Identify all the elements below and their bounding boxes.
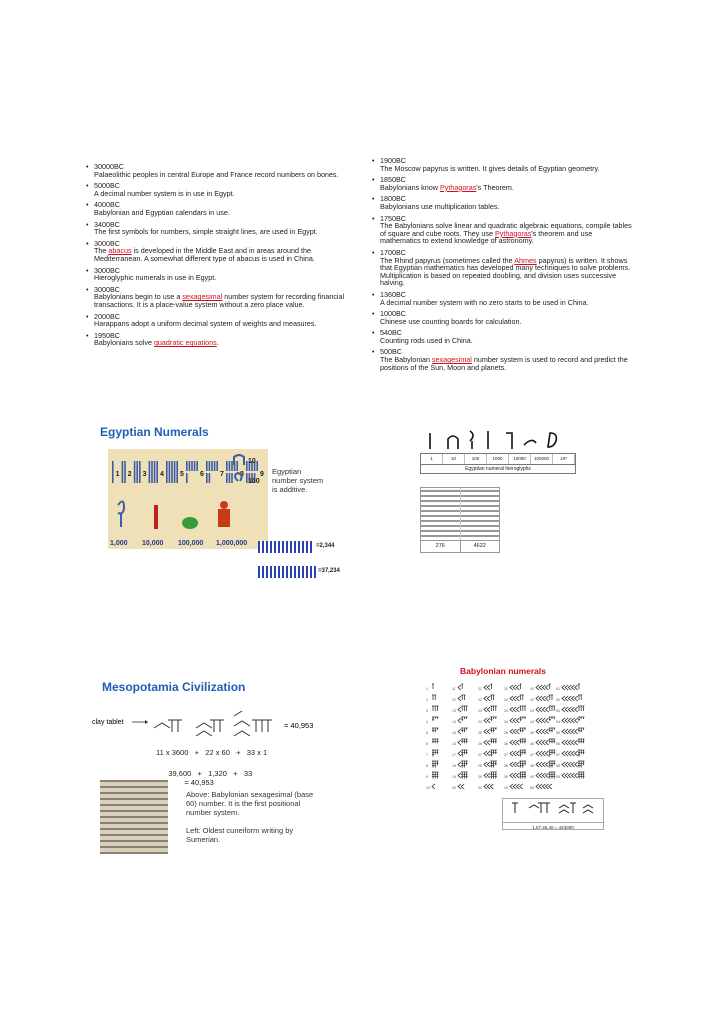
tally-stroke bbox=[214, 461, 216, 471]
equation-result-1: = 40,953 bbox=[284, 721, 314, 730]
babylonian-cell bbox=[478, 750, 497, 757]
timeline-entry bbox=[380, 310, 634, 325]
egyptian-numerals-chart bbox=[108, 449, 268, 549]
timeline-entry bbox=[380, 176, 634, 191]
timeline-text: Palaeolithic peoples in central Europe and France record numbers on bones. bbox=[94, 169, 339, 179]
numeral-value: 10 bbox=[426, 786, 430, 790]
glyph-276 bbox=[421, 488, 461, 540]
slide-egyptian-numerals bbox=[82, 405, 350, 605]
babylonian-cell bbox=[504, 684, 522, 691]
tally-label: 8 bbox=[240, 471, 244, 478]
numeral-value: 52 bbox=[556, 698, 560, 702]
caption-left: Left: Oldest cuneiform writing by Sumerian. bbox=[186, 826, 294, 844]
tally-stroke bbox=[186, 461, 188, 471]
tally-stroke bbox=[151, 461, 153, 483]
tally-stroke bbox=[186, 473, 188, 483]
tally-stroke bbox=[211, 461, 213, 471]
babylonian-cell bbox=[504, 772, 526, 779]
timeline-text: The first symbols for numbers, simple straight lines, are used in Egypt. bbox=[94, 227, 318, 237]
numeral-value: 21 bbox=[478, 687, 482, 691]
timeline-text: Harappans adopt a uniform decimal system of weights and measures. bbox=[94, 319, 317, 329]
timeline-year: • 3000BC bbox=[94, 265, 120, 275]
numeral-value: 34 bbox=[504, 720, 508, 724]
babylonian-cell bbox=[426, 695, 436, 702]
timeline-entry bbox=[94, 182, 346, 197]
numeral-value: 27 bbox=[478, 753, 482, 757]
babylonian-cell bbox=[530, 684, 551, 691]
caption-line: is additive. bbox=[272, 485, 308, 494]
timeline-year: • 1800BC bbox=[380, 194, 406, 204]
slide-title: Mesopotamia Civilization bbox=[102, 680, 246, 694]
numeral-value: 22 bbox=[478, 698, 482, 702]
timeline-entry bbox=[94, 221, 346, 236]
timeline-year: • 1950BC bbox=[94, 330, 120, 340]
tally-stroke bbox=[139, 461, 141, 483]
tally-stroke bbox=[194, 461, 196, 471]
numeral-value: 37 bbox=[504, 753, 508, 757]
babylonian-cell bbox=[504, 706, 526, 713]
example-glyphs bbox=[503, 799, 603, 817]
timeline-year: • 3400BC bbox=[94, 219, 120, 229]
caption-above: Above: Babylonian sexagesimal (base 60) number. It is the first positional number system. bbox=[186, 790, 314, 817]
label-1000: 1,000 bbox=[110, 540, 128, 547]
timeline-entry bbox=[380, 195, 634, 210]
numeral-value: 57 bbox=[556, 753, 560, 757]
numeral-value: 16 bbox=[452, 742, 456, 746]
numeral-value: 36 bbox=[504, 742, 508, 746]
calc-row-1: 11 x 3600 + 22 x 60 + 33 x 1 bbox=[156, 748, 268, 757]
tally-stroke bbox=[229, 461, 231, 471]
numeral-value: 30 bbox=[478, 786, 482, 790]
babylonian-cell bbox=[530, 706, 555, 713]
numeral-value: 47 bbox=[530, 753, 534, 757]
slide-babylonian bbox=[368, 662, 638, 862]
tally-stroke bbox=[171, 461, 173, 483]
babylonian-cell bbox=[530, 695, 553, 702]
glyph-4622 bbox=[461, 488, 500, 540]
label-1000000: 1,000,000 bbox=[216, 540, 248, 547]
timeline-entry bbox=[380, 215, 634, 245]
timeline-text: Babylonians use multiplication tables. bbox=[380, 201, 500, 211]
tally-stroke bbox=[231, 473, 233, 483]
glyph-row bbox=[420, 427, 576, 453]
timeline-year: • 1000BC bbox=[380, 309, 406, 319]
babylonian-cell bbox=[426, 706, 438, 713]
babylonian-cell bbox=[530, 728, 555, 735]
babylonian-cell bbox=[556, 684, 580, 691]
timeline-entry bbox=[94, 332, 346, 347]
timeline-entry bbox=[380, 348, 634, 371]
caption-line: Egyptian bbox=[272, 467, 302, 476]
babylonian-cell bbox=[530, 772, 555, 779]
timeline-year: • 30000BC bbox=[94, 162, 124, 171]
timeline-list-right bbox=[368, 157, 638, 371]
tally-label: 4 bbox=[160, 471, 164, 478]
numeral-value: 26 bbox=[478, 742, 482, 746]
calc-row-2-terms: 39,600 + 1,320 + 33 bbox=[168, 769, 253, 778]
numeral-value: 49 bbox=[530, 775, 534, 779]
babylonian-example bbox=[502, 798, 604, 830]
babylonian-cell bbox=[530, 739, 555, 746]
cuneiform-photo bbox=[100, 780, 168, 854]
tally-stroke bbox=[136, 461, 138, 483]
numeral-value: 11 bbox=[452, 687, 456, 691]
timeline-text: Babylonians know Pythagoras's Theorem. bbox=[380, 182, 514, 192]
slide-title: Egyptian Numerals bbox=[100, 425, 209, 439]
tally-stroke bbox=[226, 461, 228, 471]
tally-stroke bbox=[154, 461, 156, 483]
value-row bbox=[420, 453, 576, 465]
babylonian-cell bbox=[556, 706, 584, 713]
egyptian-caption bbox=[272, 467, 323, 494]
numeral-value: 39 bbox=[504, 775, 508, 779]
timeline-text: Hieroglyphic numerals in use in Egypt. bbox=[94, 273, 217, 283]
tally-stroke bbox=[166, 461, 168, 483]
tally-stroke bbox=[256, 461, 258, 471]
tally-stroke bbox=[209, 461, 211, 471]
tally-label: 2 bbox=[127, 471, 132, 478]
babylonian-cell bbox=[426, 750, 438, 757]
babylonian-cell bbox=[504, 695, 524, 702]
numeral-value: 4 bbox=[426, 720, 428, 724]
hieroglyph-examples bbox=[420, 487, 500, 553]
numeral-value: 43 bbox=[530, 709, 534, 713]
value-cell: 100 bbox=[465, 454, 487, 464]
babylonian-cell bbox=[530, 784, 552, 790]
babylonian-cell bbox=[426, 784, 435, 790]
numeral-value: 20 bbox=[452, 786, 456, 790]
babylonian-cell bbox=[478, 784, 493, 790]
timeline-text: Chinese use counting boards for calculation. bbox=[380, 316, 522, 326]
timeline-list-left bbox=[82, 157, 350, 347]
numeral-value: 54 bbox=[556, 720, 560, 724]
numeral-value: 41 bbox=[530, 687, 534, 691]
numeral-value: 3 bbox=[426, 709, 428, 713]
babylonian-cell bbox=[530, 750, 555, 757]
timeline-text: The Moscow papyrus is written. It gives details of Egyptian geometry. bbox=[380, 163, 600, 173]
tally-stroke bbox=[149, 461, 151, 483]
timeline-link[interactable]: abacus bbox=[108, 246, 132, 256]
numeral-value: 25 bbox=[478, 731, 482, 735]
babylonian-cell bbox=[478, 706, 497, 713]
babylonian-cell bbox=[452, 706, 468, 713]
babylonian-cell bbox=[556, 728, 584, 735]
timeline-year: • 1360BC bbox=[380, 289, 406, 299]
tally-label: 1 bbox=[115, 471, 120, 478]
numeral-value: 42 bbox=[530, 698, 534, 702]
babylonian-cell bbox=[478, 739, 497, 746]
tally-stroke bbox=[191, 461, 193, 471]
timeline-year: • 500BC bbox=[380, 347, 402, 357]
label-10: 10 bbox=[248, 458, 256, 465]
babylonian-cell bbox=[556, 772, 584, 779]
example-value: =37,234 bbox=[318, 568, 340, 574]
babylonian-cell bbox=[452, 717, 468, 724]
numeral-value: 51 bbox=[556, 687, 560, 691]
babylonian-cell bbox=[426, 739, 438, 746]
tally-stroke bbox=[226, 473, 228, 483]
numeral-value: 40 bbox=[504, 786, 508, 790]
babylonian-cell bbox=[556, 750, 584, 757]
babylonian-cell bbox=[504, 784, 523, 790]
tally-stroke bbox=[209, 473, 211, 483]
timeline-year: • 5000BC bbox=[94, 181, 120, 191]
babylonian-cell bbox=[504, 739, 526, 746]
timeline-year: • 1850BC bbox=[380, 175, 406, 185]
numeral-value: 23 bbox=[478, 709, 482, 713]
example-footer: 1,57,46,40 = 424000 bbox=[503, 822, 603, 832]
numeral-value: 33 bbox=[504, 709, 508, 713]
example-value: =2,344 bbox=[316, 543, 335, 549]
numeral-value: 44 bbox=[530, 720, 534, 724]
numeral-value: 55 bbox=[556, 731, 560, 735]
babylonian-cell bbox=[478, 717, 497, 724]
numeral-value: 1 bbox=[426, 687, 428, 691]
timeline-text: Babylonians begin to use a sexagesimal number system for recording financial transactions. It is a place-value system without a zero place value. bbox=[94, 292, 345, 309]
hieroglyph-sequence bbox=[258, 541, 314, 553]
clay-label: clay tablet bbox=[92, 719, 124, 726]
timeline-text: The Babylonian sexagesimal number system is used to record and predict the positions of the Sun, Moon and planets. bbox=[380, 355, 628, 372]
example-2344 bbox=[258, 540, 348, 554]
numeral-value: 2 bbox=[426, 698, 428, 702]
hieroglyph-table bbox=[420, 427, 576, 471]
timeline-text: The abacus is developed in the Middle East and in areas around the Mediterranean. A somewhat different type of abacus is used in China. bbox=[94, 246, 315, 263]
timeline-year: • 2000BC bbox=[94, 311, 120, 321]
babylonian-cell bbox=[452, 739, 468, 746]
tally-stroke bbox=[176, 461, 178, 483]
tally-stroke bbox=[196, 461, 198, 471]
value-cell: 1 bbox=[421, 454, 443, 464]
tally-label: 5 bbox=[180, 471, 184, 478]
timeline-text: A decimal number system with no zero starts to be used in China. bbox=[380, 297, 589, 307]
babylonian-cell bbox=[478, 695, 495, 702]
babylonian-cell bbox=[452, 695, 465, 702]
value-cell: 1000 bbox=[487, 454, 509, 464]
tally-label: 6 bbox=[200, 471, 204, 478]
numeral-value: 38 bbox=[504, 764, 508, 768]
numeral-value: 12 bbox=[452, 698, 456, 702]
slide-title: Babylonian numerals bbox=[460, 666, 546, 676]
tally-stroke bbox=[206, 473, 208, 483]
tally-stroke bbox=[216, 461, 218, 471]
tally-stroke bbox=[112, 461, 114, 483]
hieroglyph-sequence bbox=[258, 566, 316, 578]
tally-stroke bbox=[229, 473, 231, 483]
numeral-value: 45 bbox=[530, 731, 534, 735]
calc-row-2-result: = 40,953 bbox=[184, 778, 214, 787]
slide-mesopotamia bbox=[82, 662, 350, 862]
tally-stroke bbox=[174, 461, 176, 483]
numeral-value: 17 bbox=[452, 753, 456, 757]
babylonian-cell bbox=[452, 772, 468, 779]
babylonian-cell bbox=[530, 761, 555, 768]
label-100000: 100,000 bbox=[178, 540, 204, 547]
numeral-value: 59 bbox=[556, 775, 560, 779]
timeline-entry bbox=[380, 249, 634, 287]
tally-label: 7 bbox=[220, 471, 224, 478]
timeline-entry bbox=[380, 157, 634, 172]
timeline-link[interactable]: Pythagoras bbox=[439, 182, 477, 192]
tally-stroke bbox=[134, 461, 136, 483]
timeline-year: • 540BC bbox=[380, 328, 402, 338]
timeline-link[interactable]: sexagesimal bbox=[431, 355, 472, 365]
timeline-link[interactable]: Pythagoras bbox=[494, 228, 532, 238]
tally-label: 9 bbox=[260, 471, 264, 478]
value-cell: 10 bbox=[443, 454, 465, 464]
example-label: 4622 bbox=[473, 543, 486, 549]
timeline-entry bbox=[94, 313, 346, 328]
slide-timeline-right bbox=[368, 156, 638, 372]
numeral-value: 8 bbox=[426, 764, 428, 768]
timeline-year: • 1700BC bbox=[380, 247, 406, 257]
numeral-value: 29 bbox=[478, 775, 482, 779]
timeline-text: Babylonian and Egyptian calendars in use. bbox=[94, 207, 230, 217]
babylonian-cell bbox=[556, 695, 582, 702]
babylonian-cell bbox=[478, 772, 497, 779]
numeral-value: 19 bbox=[452, 775, 456, 779]
timeline-link[interactable]: sexagesimal bbox=[182, 292, 223, 302]
tally-stroke bbox=[156, 461, 158, 483]
timeline-year: • 1900BC bbox=[380, 156, 406, 165]
numeral-value: 56 bbox=[556, 742, 560, 746]
babylonian-cell bbox=[452, 761, 468, 768]
babylonian-cell bbox=[530, 717, 555, 724]
babylonian-cell bbox=[426, 728, 438, 735]
numeral-value: 18 bbox=[452, 764, 456, 768]
numeral-value: 15 bbox=[452, 731, 456, 735]
timeline-entry bbox=[94, 163, 346, 178]
numeral-value: 14 bbox=[452, 720, 456, 724]
timeline-entry bbox=[94, 201, 346, 216]
slide-timeline-left bbox=[82, 157, 350, 357]
tally-stroke bbox=[206, 461, 208, 471]
numeral-value: 53 bbox=[556, 709, 560, 713]
babylonian-cell bbox=[504, 728, 526, 735]
numeral-value: 46 bbox=[530, 742, 534, 746]
babylonian-cell bbox=[504, 750, 526, 757]
timeline-year: • 3000BC bbox=[94, 284, 120, 294]
babylonian-cell bbox=[478, 761, 497, 768]
timeline-text: Babylonians solve quadratic equations. bbox=[94, 338, 219, 348]
tally-label: 3 bbox=[142, 471, 147, 478]
timeline-text: A decimal number system is in use in Egypt. bbox=[94, 188, 235, 198]
babylonian-cell bbox=[556, 761, 584, 768]
babylonian-cell bbox=[556, 717, 584, 724]
tally-stroke bbox=[122, 461, 124, 483]
example-37234 bbox=[258, 565, 348, 579]
babylonian-cell bbox=[478, 728, 497, 735]
label-10000: 10,000 bbox=[142, 540, 164, 547]
timeline-link[interactable]: Ahmes bbox=[514, 255, 537, 265]
label-100: 100 bbox=[248, 478, 260, 485]
value-cell: 100000 bbox=[531, 454, 553, 464]
value-cell: 10000 bbox=[509, 454, 531, 464]
babylonian-cell bbox=[556, 739, 584, 746]
example-label: 276 bbox=[421, 541, 461, 552]
numeral-value: 24 bbox=[478, 720, 482, 724]
timeline-text: The Babylonians solve linear and quadratic algebraic equations, compile tables of square and cube roots. They use Pythagoras's theorem and use mathematics to extend knowledge of astronomy. bbox=[380, 221, 632, 246]
tally-stroke bbox=[189, 461, 191, 471]
babylonian-cell bbox=[452, 784, 464, 790]
numeral-value: 58 bbox=[556, 764, 560, 768]
numeral-value: 48 bbox=[530, 764, 534, 768]
numeral-value: 9 bbox=[426, 775, 428, 779]
timeline-entry bbox=[94, 240, 346, 263]
numeral-value: 5 bbox=[426, 731, 428, 735]
slide-hieroglyph-table bbox=[368, 405, 638, 605]
numeral-value: 32 bbox=[504, 698, 508, 702]
babylonian-cell bbox=[452, 728, 468, 735]
tally-stroke bbox=[124, 461, 126, 483]
babylonian-cell bbox=[426, 684, 434, 691]
numeral-value: 35 bbox=[504, 731, 508, 735]
babylonian-cell bbox=[478, 684, 492, 691]
tally-stroke bbox=[169, 461, 171, 483]
numeral-value: 13 bbox=[452, 709, 456, 713]
numeral-value: 28 bbox=[478, 764, 482, 768]
timeline-year: • 3000BC bbox=[94, 238, 120, 248]
table-footer: Egyptian numeral hieroglyphs bbox=[420, 465, 576, 474]
timeline-link[interactable]: quadratic equations bbox=[153, 338, 217, 348]
timeline-entry bbox=[94, 267, 346, 282]
babylonian-cell bbox=[504, 761, 526, 768]
numeral-value: 6 bbox=[426, 742, 428, 746]
babylonian-cell bbox=[426, 761, 438, 768]
babylonian-table bbox=[424, 682, 580, 798]
caption-line: number system bbox=[272, 476, 324, 485]
timeline-text: Counting rods used in China. bbox=[380, 335, 473, 345]
timeline-year: • 1750BC bbox=[380, 213, 406, 223]
timeline-text: The Rhind papyrus (sometimes called the Ahmes papyrus) is written. It shows that Egyptian mathematics has developed many techniques to solve problems. Multiplication is based on repeated doubling, and division uses successive halving. bbox=[380, 255, 631, 288]
timeline-entry bbox=[380, 291, 634, 306]
timeline-year: • 4000BC bbox=[94, 200, 120, 210]
babylonian-cell bbox=[426, 772, 438, 779]
numeral-value: 31 bbox=[504, 687, 508, 691]
tally-stroke bbox=[231, 461, 233, 471]
babylonian-cell bbox=[452, 750, 468, 757]
babylonian-cell bbox=[504, 717, 526, 724]
babylonian-cell bbox=[452, 684, 463, 691]
timeline-entry bbox=[380, 329, 634, 344]
value-cell: 10⁶ bbox=[553, 454, 575, 464]
babylonian-cell bbox=[426, 717, 438, 724]
numeral-value: 50 bbox=[530, 786, 534, 790]
timeline-entry bbox=[94, 286, 346, 309]
numeral-value: 7 bbox=[426, 753, 428, 757]
tally-stroke bbox=[236, 461, 238, 471]
